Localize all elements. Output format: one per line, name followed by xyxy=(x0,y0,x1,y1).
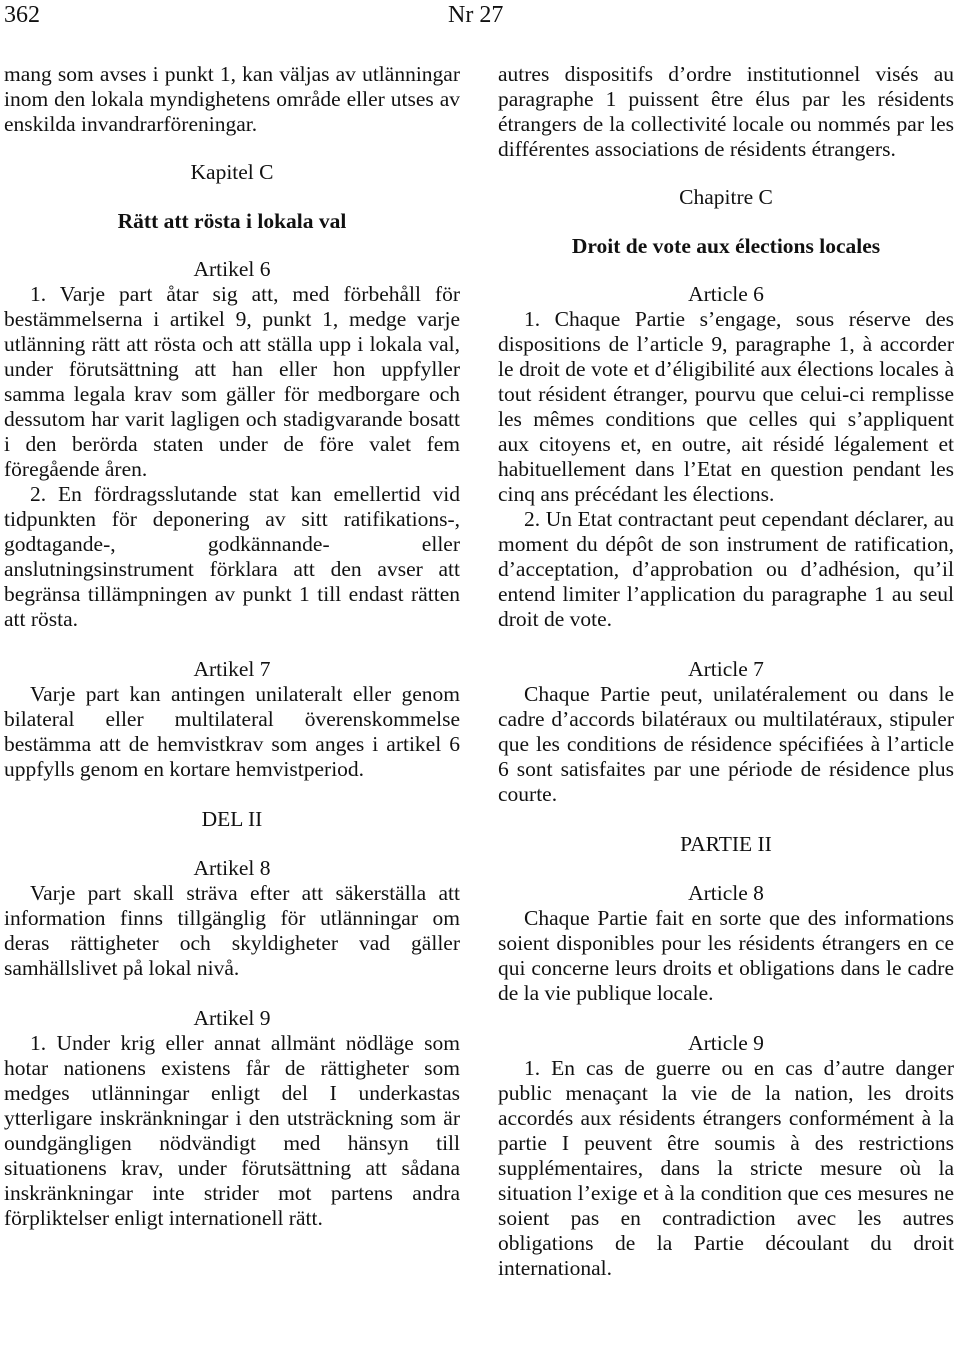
french-article-8-heading: Article 8 xyxy=(688,881,764,905)
swedish-article-6-paragraph-1: 1. Varje part åtar sig att, med förbehåll för bestämmelserna i artikel 9, punkt 1, medge varje utlänning rätt att rösta och att ställa upp i lokala val, under förutsättning att han eller hon uppfyller samma legala krav som gäller för medborgare och dessutom har varit lagligen och stadigvarande bosatt i den berörda staten under de före valet fem föregående åren. xyxy=(4,282,460,481)
swedish-article-8-heading: Artikel 8 xyxy=(193,856,271,880)
swedish-article-9-heading: Artikel 9 xyxy=(193,1006,271,1030)
french-chapter-title: Droit de vote aux élections locales xyxy=(571,234,881,258)
french-article-6-paragraph-1: 1. Chaque Partie s’engage, sous réserve des dispositions de l’article 9, paragraphe 1, à accorder le droit de vote et d’éligibilité aux élections locales à tout résident étranger, pourvu que celui-ci remplisse les mêmes conditions que celles qui s’appliquent aux citoyens et, en outre, ait résidé légalement et habituellement dans l’Etat en question pendant les cinq ans précédant les élections. xyxy=(498,307,954,506)
swedish-article-7-paragraph: Varje part kan antingen unilateralt eller genom bilateral eller multilateral överenskommelse bestämma att de hemvistkrav som anges i artikel 6 uppfylls genom en kortare hemvistperiod. xyxy=(4,682,460,781)
swedish-continuation-paragraph: mang som avses i punkt 1, kan väljas av utlänningar inom den lokala myndighetens område eller utses av enskilda invandrarföreningar. xyxy=(4,62,460,136)
french-article-8-paragraph: Chaque Partie fait en sorte que des informations soient disponibles pour les résidents étrangers en ce qui concerne leurs droits et obligations dans le cadre de la vie publique locale. xyxy=(498,906,954,1005)
swedish-article-7-heading: Artikel 7 xyxy=(193,657,271,681)
french-column xyxy=(498,62,954,1281)
swedish-article-9-paragraph-1: 1. Under krig eller annat allmänt nödläge som hotar nationens existens får de rättigheter som medges utlänningar enligt del I underkastas ytterligare inskränkningar i den utsträckning som är oundgängligen nödvändigt med hänsyn till situationens krav, under förutsättning att sådana inskränkningar inte strider mot partens andra förpliktelser enligt internationell rätt. xyxy=(4,1031,460,1230)
swedish-article-8-paragraph: Varje part skall sträva efter att säkerställa att information finns tillgänglig för utlänningar om deras rättigheter och skyldigheter vad gäller samhällslivet på lokal nivå. xyxy=(4,881,460,980)
french-article-7-paragraph: Chaque Partie peut, unilatéralement ou dans le cadre d’accords bilatéraux ou multilatéraux, stipuler que les conditions de résidence spécifiées à l’article 6 sont satisfaites par une période de résidence plus courte. xyxy=(498,682,954,806)
french-article-6-paragraph-2: 2. Un Etat contractant peut cependant déclarer, au moment du dépôt de son instrument de ratification, d’acceptation, d’approbation ou d’adhésion, qu’il entend limiter l’application du paragraphe 1 au seul droit de vote. xyxy=(498,507,954,631)
swedish-article-6-heading: Artikel 6 xyxy=(193,257,271,281)
swedish-chapter-heading: Kapitel C xyxy=(190,160,274,184)
swedish-article-6-paragraph-2: 2. En fördragsslutande stat kan emellertid vid tidpunkten för deponering av sitt ratifikations-, godtagande-, godkännande- eller anslutningsinstrument förklara att den avser att begränsa tillämpningen av punkt 1 till endast rätten att rösta. xyxy=(4,482,460,631)
page-number: 362 xyxy=(4,2,40,28)
issue-number: Nr 27 xyxy=(448,2,504,28)
french-article-9-heading: Article 9 xyxy=(688,1031,764,1055)
swedish-column xyxy=(4,62,460,1231)
french-article-6-heading: Article 6 xyxy=(688,282,764,306)
swedish-chapter-title: Rätt att rösta i lokala val xyxy=(117,209,347,233)
french-chapter-heading: Chapitre C xyxy=(679,185,773,209)
french-continuation-paragraph: autres dispositifs d’ordre institutionnel visés au paragraphe 1 puissent être élus par les résidents étrangers de la collectivité locale ou nommés par les différentes associations de résidents étrangers. xyxy=(498,62,954,161)
french-article-9-paragraph-1: 1. En cas de guerre ou en cas d’autre danger public menaçant la vie de la nation, les droits accordés aux résidents étrangers conformément à la partie I peuvent être soumis à des restrictions supplémentaires, dans la stricte mesure où la situation l’exige et à la condition que ces mesures ne soient pas en contradiction avec les autres obligations de la Partie découlant du droit international. xyxy=(498,1056,954,1280)
french-article-7-heading: Article 7 xyxy=(688,657,764,681)
swedish-part-heading: DEL II xyxy=(201,807,263,831)
french-part-heading: PARTIE II xyxy=(680,832,772,856)
